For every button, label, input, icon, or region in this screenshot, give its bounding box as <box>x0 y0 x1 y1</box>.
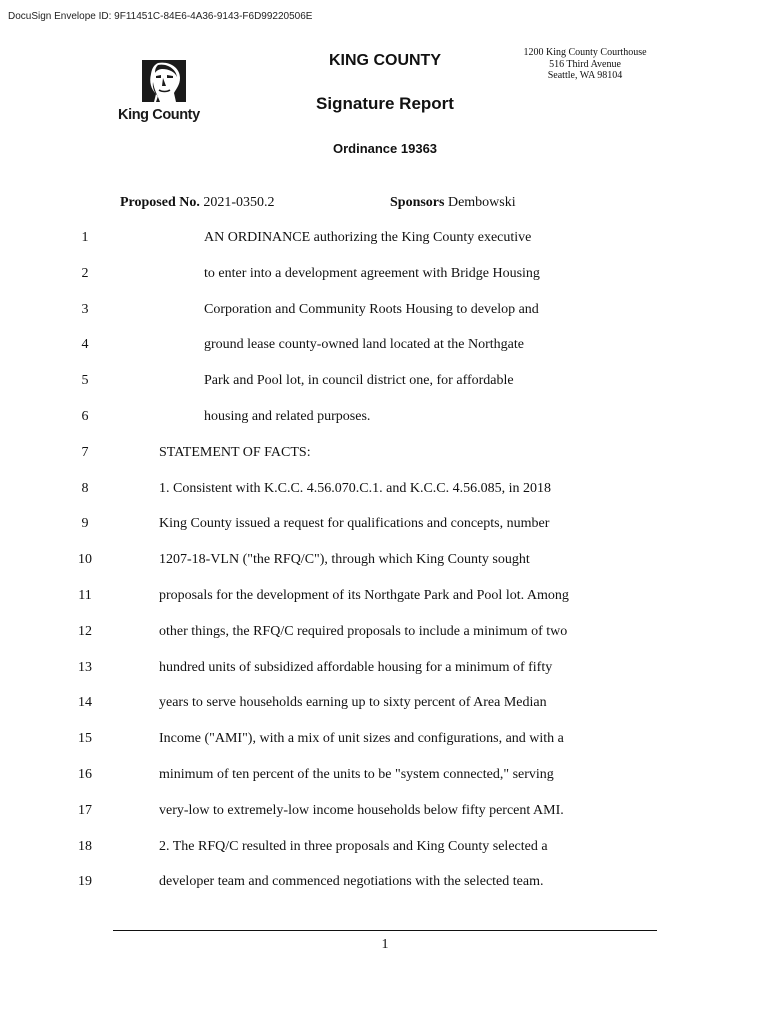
ordinance-line <box>0 445 770 465</box>
ordinance-line <box>0 695 770 715</box>
ordinance-line <box>0 266 770 286</box>
docusign-envelope-id: DocuSign Envelope ID: 9F11451C-84E6-4A36-9143-F6D99220506E <box>8 11 313 22</box>
address-line: Seattle, WA 98104 <box>547 70 623 81</box>
line-number: 16 <box>78 767 92 782</box>
ordinance-line <box>0 373 770 393</box>
line-text: to enter into a development agreement with Bridge Housing <box>204 265 540 281</box>
ordinance-line <box>0 337 770 357</box>
line-number: 18 <box>78 838 92 854</box>
line-text: ground lease county-owned land located at the Northgate <box>204 337 524 353</box>
king-county-logo-icon <box>140 58 188 104</box>
ordinance-line <box>0 516 770 536</box>
report-title: Signature Report <box>316 94 454 113</box>
line-text: 2. The RFQ/C resulted in three proposals and King County selected a <box>159 838 548 854</box>
ordinance-line <box>0 409 770 429</box>
line-number: 6 <box>81 409 89 424</box>
line-number: 17 <box>78 802 92 818</box>
line-text: developer team and commenced negotiations with the selected team. <box>159 874 544 890</box>
ordinance-line <box>0 767 770 787</box>
line-number: 14 <box>78 695 92 711</box>
line-text: very-low to extremely-low income households below fifty percent AMI. <box>159 802 564 818</box>
proposed-label: Proposed No. <box>120 195 200 210</box>
ordinance-line <box>0 803 770 823</box>
address-line: 1200 King County Courthouse <box>523 47 647 58</box>
line-text: Corporation and Community Roots Housing to develop and <box>204 301 539 317</box>
line-text: other things, the RFQ/C required proposals to include a minimum of two <box>159 623 568 639</box>
address-line: 516 Third Avenue <box>549 58 621 70</box>
line-number: 7 <box>81 444 89 460</box>
ordinance-title: Ordinance 19363 <box>332 141 438 156</box>
line-text: STATEMENT OF FACTS: <box>159 444 311 460</box>
line-number: 13 <box>78 659 92 675</box>
line-text: minimum of ten percent of the units to be "system connected," serving <box>159 767 554 782</box>
line-number: 11 <box>78 588 92 603</box>
line-text: proposals for the development of its Northgate Park and Pool lot. Among <box>159 588 569 603</box>
sponsors-label: Sponsors <box>390 195 445 210</box>
line-text: AN ORDINANCE authorizing the King County executive <box>204 230 532 245</box>
line-text: hundred units of subsidized affordable housing for a minimum of fifty <box>159 659 553 675</box>
line-number: 2 <box>81 265 89 281</box>
sponsors <box>390 195 516 211</box>
line-number: 15 <box>78 731 92 747</box>
line-text: years to serve households earning up to sixty percent of Area Median <box>159 695 547 711</box>
footer-divider <box>113 930 657 931</box>
line-text: King County issued a request for qualifications and concepts, number <box>159 516 550 532</box>
line-text: housing and related purposes. <box>204 409 371 424</box>
proposed-number <box>120 195 275 211</box>
ordinance-line <box>0 302 770 322</box>
proposed-value: 2021-0350.2 <box>203 195 275 210</box>
ordinance-line <box>0 660 770 680</box>
line-text: 1. Consistent with K.C.C. 4.56.070.C.1. and K.C.C. 4.56.085, in 2018 <box>159 480 552 496</box>
ordinance-line <box>0 481 770 501</box>
line-number: 8 <box>81 480 89 496</box>
ordinance-line <box>0 230 770 250</box>
county-title: KING COUNTY <box>329 52 441 69</box>
line-number: 9 <box>81 516 89 532</box>
line-number: 19 <box>78 874 92 890</box>
line-text: 1207-18-VLN ("the RFQ/C"), through which King County sought <box>159 552 530 568</box>
courthouse-address <box>505 47 665 82</box>
page-number: 1 <box>381 937 389 952</box>
line-number: 1 <box>81 230 89 245</box>
king-county-logo-text: King County <box>118 107 200 123</box>
sponsors-value: Dembowski <box>447 195 516 210</box>
ordinance-line <box>0 839 770 859</box>
line-number: 10 <box>78 552 92 568</box>
ordinance-line <box>0 731 770 751</box>
line-text: Park and Pool lot, in council district one, for affordable <box>204 373 514 389</box>
line-number: 3 <box>81 301 89 317</box>
ordinance-line <box>0 588 770 608</box>
ordinance-line <box>0 874 770 894</box>
line-number: 12 <box>78 623 92 639</box>
king-county-logo <box>118 58 213 128</box>
line-text: Income ("AMI"), with a mix of unit sizes and configurations, and with a <box>159 731 564 747</box>
line-number: 4 <box>81 337 89 353</box>
ordinance-line <box>0 552 770 572</box>
line-number: 5 <box>81 373 89 389</box>
ordinance-line <box>0 624 770 644</box>
